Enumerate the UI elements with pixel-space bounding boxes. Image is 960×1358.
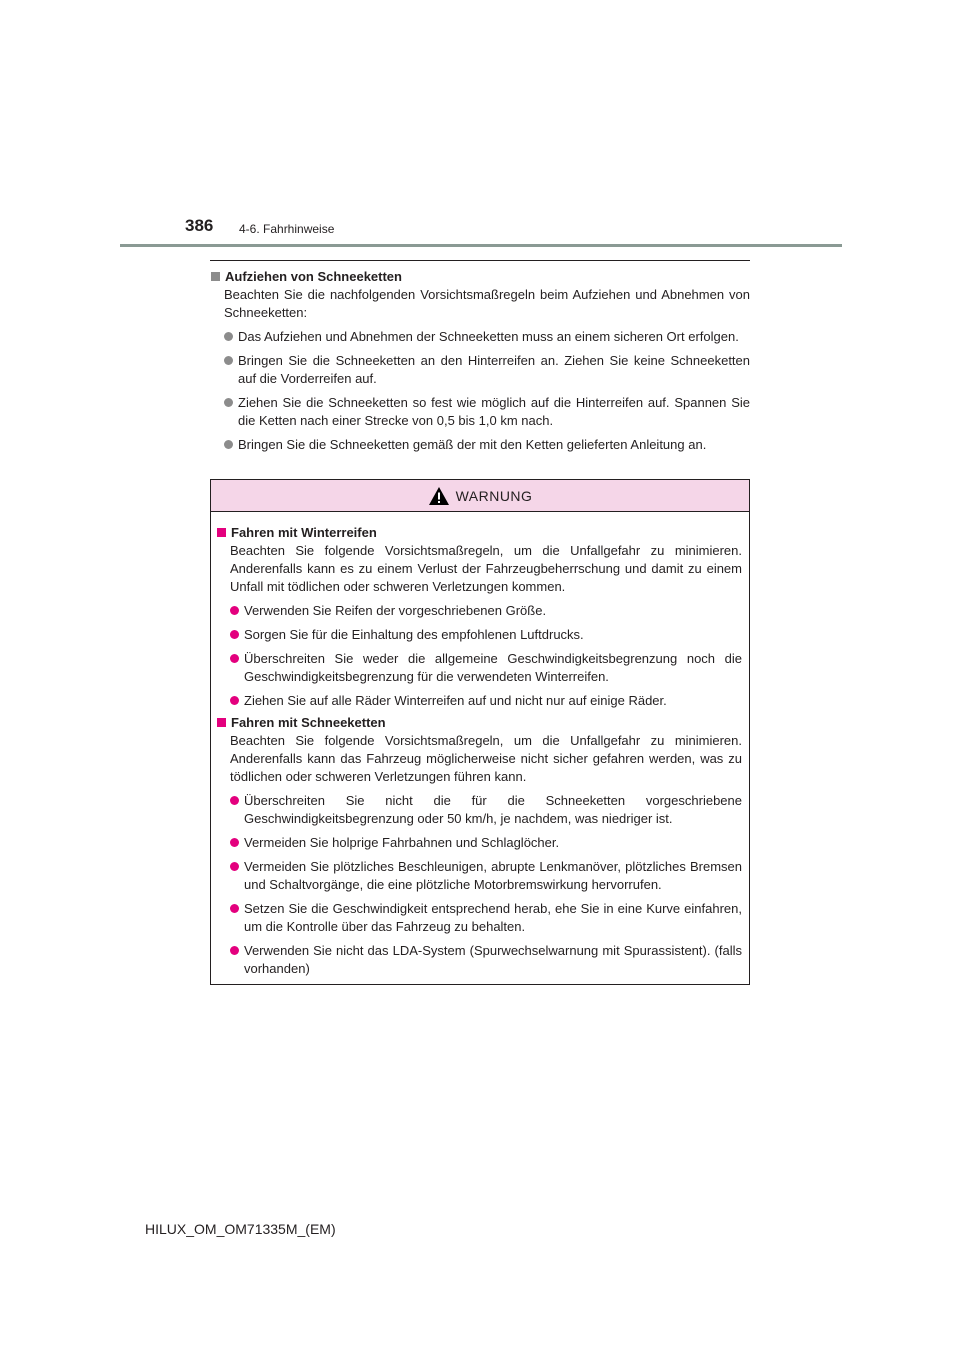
list-item-text: Das Aufziehen und Abnehmen der Schneeketten muss an einem sicheren Ort erfolgen. <box>238 329 739 344</box>
list-item <box>224 352 750 388</box>
main-intro: Beachten Sie die nachfolgenden Vorsichtsmaßregeln beim Aufziehen und Abnehmen von Schneeketten: <box>224 287 750 320</box>
list-item <box>224 328 750 346</box>
square-bullet-icon <box>217 528 226 537</box>
round-bullet-icon <box>230 654 239 663</box>
list-item <box>230 942 742 978</box>
warning-box <box>210 479 750 985</box>
list-item <box>230 792 742 828</box>
list-item-text: Überschreiten Sie weder die allgemeine Geschwindigkeitsbegrenzung noch die Geschwindigkeitsbegrenzung für die verwendeten Winterreifen. <box>244 651 742 684</box>
document-id: HILUX_OM_OM71335M_(EM) <box>145 1221 336 1237</box>
round-bullet-icon <box>230 630 239 639</box>
header-rule <box>120 244 842 247</box>
list-item <box>230 900 742 936</box>
list-item-text: Vermeiden Sie plötzliches Beschleunigen, abrupte Lenkmanöver, plötzliches Bremsen und Schaltvorgänge, die eine plötzliche Motorbremswirkung hervorrufen. <box>244 859 742 892</box>
warning-header <box>211 480 749 512</box>
list-item-text: Überschreiten Sie nicht die für die Schneeketten vorgeschriebene Geschwindigkeitsbegrenzung oder 50 km/h, je nachdem, was niedriger ist. <box>244 793 742 826</box>
round-bullet-icon <box>230 796 239 805</box>
warning-triangle-icon <box>428 486 450 506</box>
round-bullet-icon <box>230 838 239 847</box>
list-item <box>230 602 742 620</box>
list-item <box>230 834 742 852</box>
round-bullet-icon <box>230 904 239 913</box>
list-item <box>224 394 750 430</box>
list-item-text: Bringen Sie die Schneeketten gemäß der mit den Ketten gelieferten Anleitung an. <box>238 437 707 452</box>
round-bullet-icon <box>230 696 239 705</box>
content-rule <box>210 260 750 261</box>
heading-text: Fahren mit Schneeketten <box>231 715 386 730</box>
page-number: 386 <box>185 216 214 235</box>
heading-text: Fahren mit Winterreifen <box>231 525 377 540</box>
list-item-text: Ziehen Sie auf alle Räder Winterreifen auf und nicht nur auf einige Räder. <box>244 693 667 708</box>
main-content <box>210 268 750 454</box>
round-bullet-icon <box>230 862 239 871</box>
list-item-text: Verwenden Sie nicht das LDA-System (Spurwechselwarnung mit Spurassistent). (falls vorhanden) <box>244 943 742 976</box>
warning-body <box>211 512 749 978</box>
list-item-text: Vermeiden Sie holprige Fahrbahnen und Schlaglöcher. <box>244 835 560 850</box>
round-bullet-icon <box>224 398 233 407</box>
warning-title: WARNUNG <box>455 487 533 504</box>
list-item <box>230 650 742 686</box>
round-bullet-icon <box>224 440 233 449</box>
round-bullet-icon <box>230 946 239 955</box>
warning-section-heading <box>216 714 742 732</box>
list-item-text: Verwenden Sie Reifen der vorgeschriebenen Größe. <box>244 603 547 618</box>
main-heading <box>210 268 750 286</box>
section-title: 4-6. Fahrhinweise <box>239 222 335 236</box>
list-item <box>224 436 750 454</box>
list-item <box>230 692 742 710</box>
list-item-text: Setzen Sie die Geschwindigkeit entsprechend herab, ehe Sie in eine Kurve einfahren, um die Kontrolle über das Fahrzeug zu behalten. <box>244 901 742 934</box>
heading-text: Aufziehen von Schneeketten <box>225 269 402 284</box>
list-item-text: Ziehen Sie die Schneeketten so fest wie möglich auf die Hinterreifen auf. Spannen Sie die Ketten nach einer Strecke von 0,5 bis 1,0 km nach. <box>238 395 750 428</box>
round-bullet-icon <box>224 356 233 365</box>
warning-section-heading <box>216 524 742 542</box>
list-item <box>230 858 742 894</box>
list-item-text: Sorgen Sie für die Einhaltung des empfohlenen Luftdrucks. <box>244 627 584 642</box>
list-item <box>230 626 742 644</box>
list-item-text: Bringen Sie die Schneeketten an den Hinterreifen an. Ziehen Sie keine Schneeketten auf die Vorderreifen auf. <box>238 353 750 386</box>
square-bullet-icon <box>211 272 220 281</box>
round-bullet-icon <box>230 606 239 615</box>
warning-section-intro: Beachten Sie folgende Vorsichtsmaßregeln, um die Unfallgefahr zu minimieren. Anderenfalls kann das Fahrzeug möglicherweise nicht sicher gefahren werden, was zu tödlichen oder schweren Verletzungen führen kann. <box>230 733 742 784</box>
round-bullet-icon <box>224 332 233 341</box>
warning-section-intro: Beachten Sie folgende Vorsichtsmaßregeln, um die Unfallgefahr zu minimieren. Anderenfalls kann es zu einem Verlust der Fahrzeugbeherrschung und damit zu einem Unfall mit tödlichen oder schweren Verletzungen kommen. <box>230 543 742 594</box>
square-bullet-icon <box>217 718 226 727</box>
